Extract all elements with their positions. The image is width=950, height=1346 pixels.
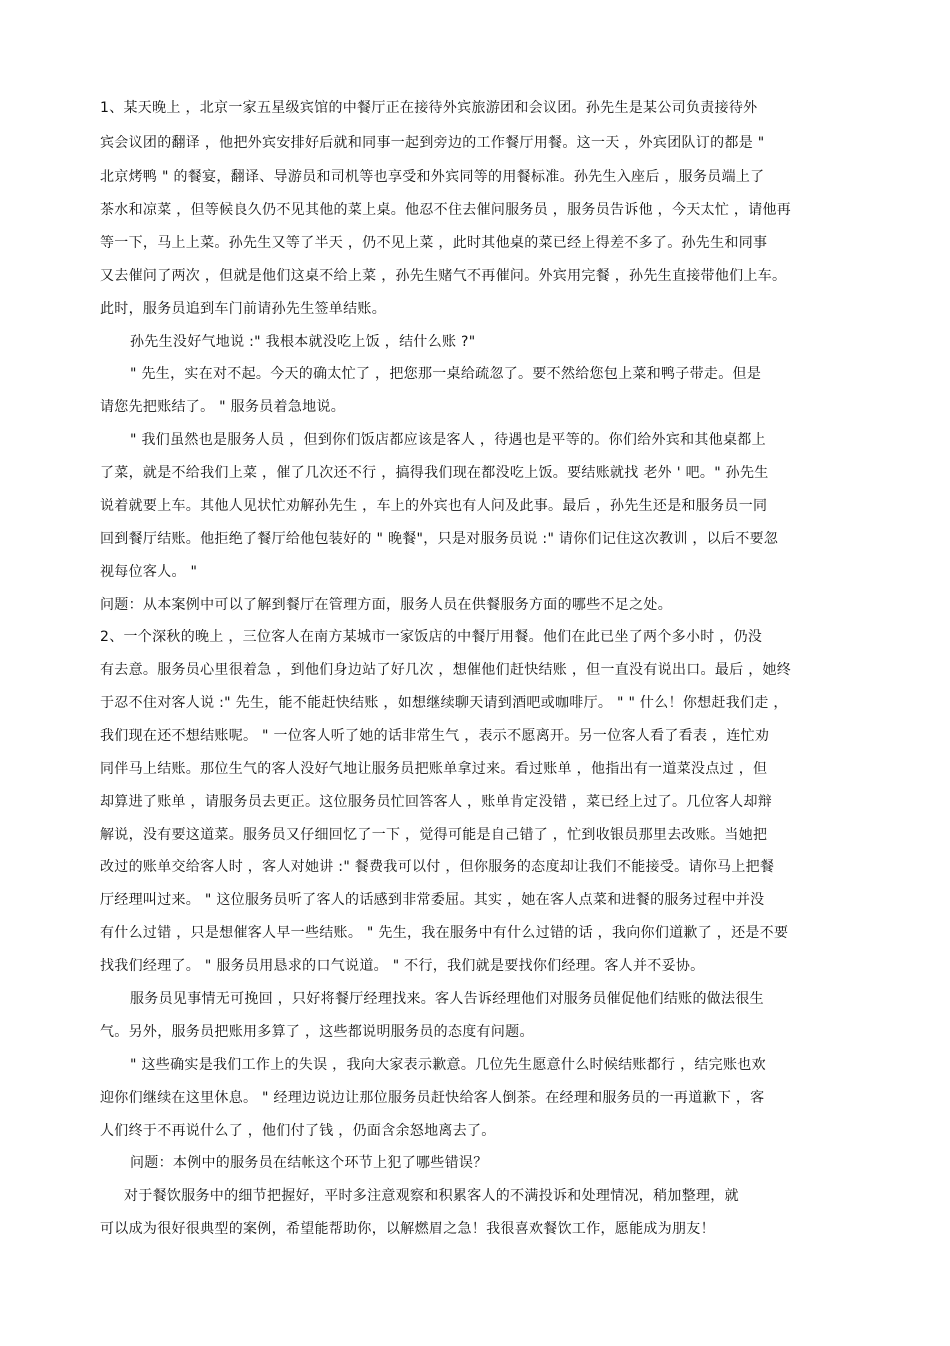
text-line: 视每位客人。 " — [100, 564, 198, 580]
text-line: 又去催问了两次 ，但就是他们这桌不给上菜 ，孙先生赌气不再催问。外宾用完餐 ，孙先生直接带他们上车。 — [100, 268, 787, 284]
text-line: 宾会议团的翻译 ，他把外宾安排好后就和同事一起到旁边的工作餐厅用餐。这一天 ，外宾团队订的都是 " — [100, 135, 765, 151]
text-line: 找我们经理了。 " 服务员用恳求的口气说道。 " 不行，我们就是要找你们经理。客人并不妥协。 — [100, 958, 705, 974]
text-line: " 先生，实在对不起。今天的确太忙了 ，把您那一桌给疏忽了。要不然给您包上菜和鸭子带走。但是 — [130, 366, 762, 382]
text-line: 却算进了账单 ，请服务员去更正。这位服务员忙回答客人 ，账单肯定没错 ，菜已经上过了。几位客人却辩 — [100, 794, 773, 810]
text-line: 厅经理叫过来。 " 这位服务员听了客人的话感到非常委屈。其实 ，她在客人点菜和进餐的服务过程中并没 — [100, 892, 765, 908]
text-line: 可以成为很好很典型的案例，希望能帮助你，以解燃眉之急！我很喜欢餐饮工作，愿能成为朋友！ — [100, 1221, 715, 1237]
text-line: 此时，服务员追到车门前请孙先生签单结账。 — [100, 301, 386, 317]
text-line: 我们现在还不想结账呢。 " 一位客人听了她的话非常生气 ，表示不愿离开。另一位客人看了看表 ，连忙劝 — [100, 728, 770, 744]
text-line: 等一下，马上上菜。孙先生又等了半天 ，仍不见上菜 ，此时其他桌的菜已经上得差不多了。孙先生和同事 — [100, 235, 768, 251]
text-line: " 这些确实是我们工作上的失误 ，我向大家表示歉意。几位先生愿意什么时候结账都行 ，结完账也欢 — [130, 1057, 766, 1073]
text-line: 人们终于不再说什么了 ，他们付了钱 ，仍面含余怒地离去了。 — [100, 1123, 496, 1139]
text-line: " 我们虽然也是服务人员 ，但到你们饭店都应该是客人 ，待遇也是平等的。你们给外宾和其他桌都上 — [130, 432, 766, 448]
text-line: 2、一个深秋的晚上 ，三位客人在南方某城市一家饭店的中餐厅用餐。他们在此已坐了两个多小时 ，仍没 — [100, 629, 763, 645]
text-line: 迎你们继续在这里休息。 " 经理边说边让那位服务员赶快给客人倒茶。在经理和服务员的一再道歉下 ，客 — [100, 1090, 765, 1106]
text-line: 请您先把账结了。 " 服务员着急地说。 — [100, 399, 346, 415]
text-line: 了菜，就是不给我们上菜 ，催了几次还不行 ，搞得我们现在都没吃上饭。要结账就找 老外 ' 吧。" 孙先生 — [100, 465, 769, 481]
question-line: 问题：从本案例中可以了解到餐厅在管理方面，服务人员在供餐服务方面的哪些不足之处。 — [100, 597, 672, 613]
text-line: 改过的账单交给客人时 ，客人对她讲 :" 餐费我可以付 ，但你服务的态度却让我们不能接受。请你马上把餐 — [100, 859, 775, 875]
text-line: 孙先生没好气地说 :" 我根本就没吃上饭 ，结什么账 ?" — [130, 334, 476, 350]
text-line: 气。另外，服务员把账用多算了 ，这些都说明服务员的态度有问题。 — [100, 1024, 534, 1040]
text-line: 同伴马上结账。那位生气的客人没好气地让服务员把账单拿过来。看过账单 ，他指出有一道菜没点过 ，但 — [100, 761, 768, 777]
question-line: 问题：本例中的服务员在结帐这个环节上犯了哪些错误？ — [130, 1155, 488, 1171]
text-line: 对于餐饮服务中的细节把握好，平时多注意观察和积累客人的不满投诉和处理情况，稍加整理，就 — [124, 1188, 739, 1204]
text-line: 北京烤鸭 " 的餐宴，翻译、导游员和司机等也享受和外宾同等的用餐标准。孙先生入座后 ，服务员端上了 — [100, 169, 765, 185]
text-line: 说着就要上车。其他人见状忙劝解孙先生 ，车上的外宾也有人问及此事。最后 ，孙先生还是和服务员一同 — [100, 498, 768, 514]
text-line: 解说，没有要这道菜。服务员又仔细回忆了一下 ，觉得可能是自己错了 ，忙到收银员那里去改账。当她把 — [100, 827, 768, 843]
text-line: 有去意。服务员心里很着急 ，到他们身边站了好几次 ，想催他们赶快结账 ，但一直没有说出口。最后 ，她终 — [100, 662, 792, 678]
text-line: 回到餐厅结账。他拒绝了餐厅给他包装好的 " 晚餐"，只是对服务员说 :" 请你们记住这次教训 ，以后不要忽 — [100, 531, 779, 547]
text-line: 服务员见事情无可挽回 ，只好将餐厅经理找来。客人告诉经理他们对服务员催促他们结账的做法很生 — [130, 991, 764, 1007]
text-line: 茶水和凉菜 ，但等候良久仍不见其他的菜上桌。他忍不住去催问服务员 ，服务员告诉他 ，今天太忙 ，请他再 — [100, 202, 792, 218]
text-line: 有什么过错 ，只是想催客人早一些结账。 " 先生，我在服务中有什么过错的话 ，我向你们道歉了 ，还是不要 — [100, 925, 789, 941]
text-line: 1、某天晚上 ，北京一家五星级宾馆的中餐厅正在接待外宾旅游团和会议团。孙先生是某公司负责接待外 — [100, 100, 758, 116]
text-line: 于忍不住对客人说 :" 先生，能不能赶快结账 ，如想继续聊天请到酒吧或咖啡厅。 " " 什么！你想赶我们走 ， — [100, 695, 788, 711]
